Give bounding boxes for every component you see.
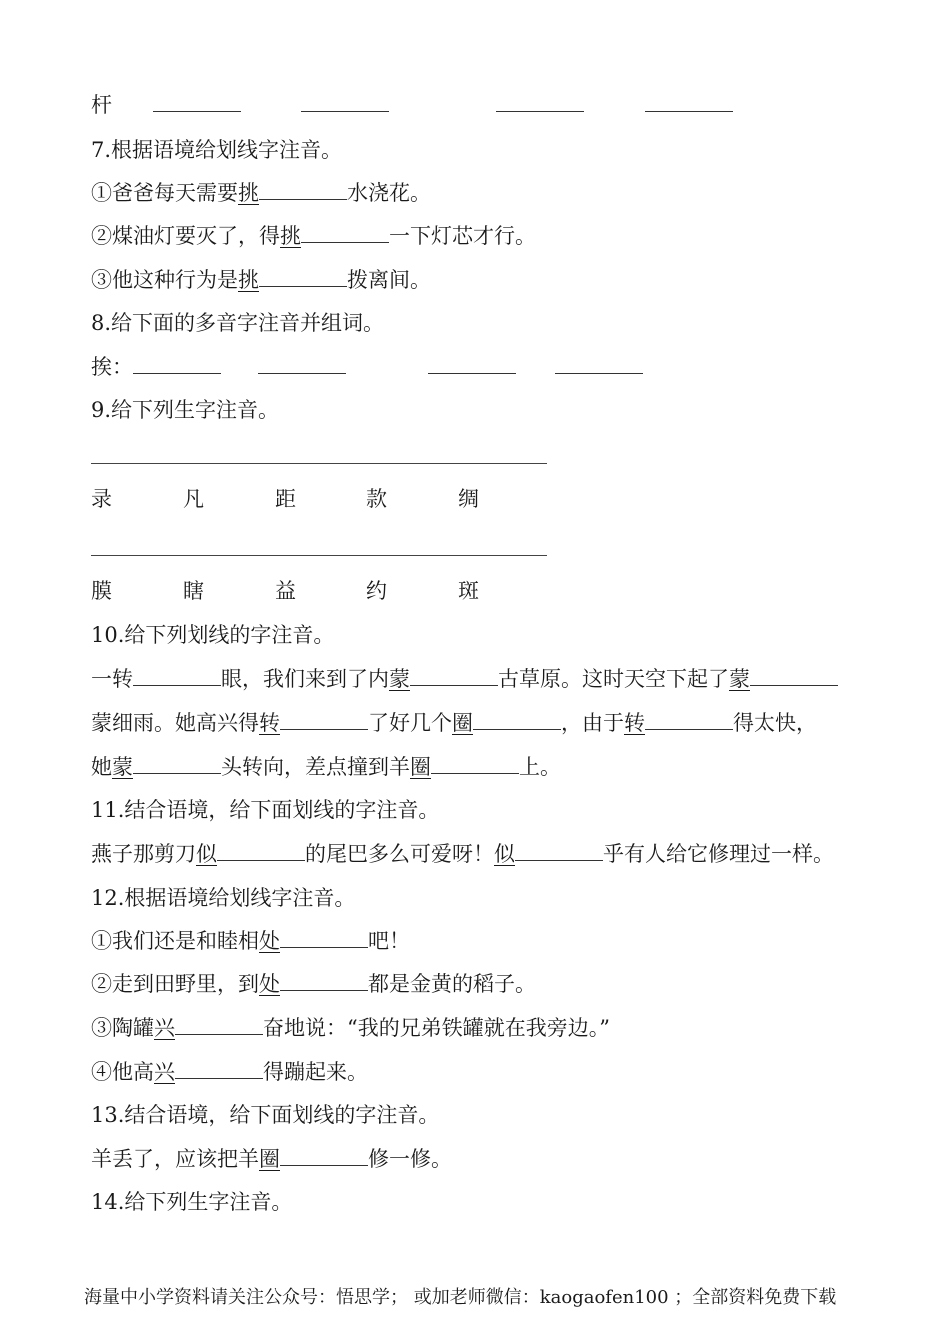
underlined-char: 兴 <box>154 1060 175 1084</box>
answer-blank[interactable] <box>133 753 221 774</box>
answer-blank[interactable] <box>258 353 346 374</box>
answer-blank[interactable] <box>431 753 519 774</box>
answer-blank[interactable] <box>153 91 241 112</box>
q11-line: 燕子那剪刀似 的尾巴多么可爱呀！似 乎有人给它修理过一样。 <box>91 842 834 866</box>
q12-item: ②走到田野里，到处 都是金黄的稻子。 <box>91 972 536 996</box>
underlined-char: 挑 <box>280 224 301 248</box>
answer-blank[interactable] <box>555 353 643 374</box>
footer-note: 海量中小学资料请关注公众号：悟思学； 或加老师微信：kaogaofen100 ；全部资料免费下载 <box>84 1287 837 1308</box>
pinyin-blank-line[interactable] <box>91 463 547 464</box>
answer-blank[interactable] <box>175 1058 263 1079</box>
char: 距 <box>275 487 296 511</box>
q8-row <box>91 352 643 382</box>
answer-blank[interactable] <box>301 222 389 243</box>
pinyin-blank-line[interactable] <box>91 555 547 556</box>
q12-item: ①我们还是和睦相处 吧！ <box>91 929 410 953</box>
underlined-char: 蒙 <box>112 755 133 779</box>
underlined-char: 圈 <box>410 755 431 779</box>
q7-item: ②煤油灯要灭了，得挑 一下灯芯才行。 <box>91 224 536 248</box>
answer-blank[interactable] <box>259 266 347 287</box>
top-row <box>91 90 733 120</box>
top-char: 杆 <box>91 93 112 117</box>
underlined-char: 处 <box>259 929 280 953</box>
char: 约 <box>366 579 387 603</box>
underlined-char: 蒙 <box>389 667 410 691</box>
q10-title: 10.给下列划线的字注音。 <box>91 623 335 647</box>
char: 益 <box>275 579 296 603</box>
char: 绸 <box>458 487 479 511</box>
answer-blank[interactable] <box>515 840 603 861</box>
char: 录 <box>91 487 112 511</box>
answer-blank[interactable] <box>175 1014 263 1035</box>
char: 凡 <box>183 487 204 511</box>
underlined-char: 挑 <box>238 181 259 205</box>
answer-blank[interactable] <box>280 709 368 730</box>
q12-title: 12.根据语境给划线字注音。 <box>91 886 356 910</box>
underlined-char: 处 <box>259 972 280 996</box>
q7-item: ①爸爸每天需要挑 水浇花。 <box>91 181 431 205</box>
underlined-char: 圈 <box>452 711 473 735</box>
q9-title: 9.给下列生字注音。 <box>91 398 280 422</box>
answer-blank[interactable] <box>496 91 584 112</box>
q13-line: 羊丢了，应该把羊圈 修一修。 <box>91 1147 452 1171</box>
underlined-char: 挑 <box>238 268 259 292</box>
q10-line: 蒙细雨。她高兴得转 了好几个圈 ，由于转 得太快， <box>91 711 817 735</box>
q10-line: 她蒙 头转向，差点撞到羊圈 上。 <box>91 755 561 779</box>
answer-blank[interactable] <box>280 927 368 948</box>
underlined-char: 似 <box>494 842 515 866</box>
underlined-char: 转 <box>624 711 645 735</box>
q14-title: 14.给下列生字注音。 <box>91 1190 293 1214</box>
answer-blank[interactable] <box>301 91 389 112</box>
underlined-char: 似 <box>196 842 217 866</box>
q8-title: 8.给下面的多音字注音并组词。 <box>91 311 385 335</box>
char: 瞎 <box>183 579 204 603</box>
underlined-char: 蒙 <box>729 667 750 691</box>
char: 斑 <box>458 579 479 603</box>
answer-blank[interactable] <box>133 353 221 374</box>
answer-blank[interactable] <box>217 840 305 861</box>
q12-item: ④他高兴 得蹦起来。 <box>91 1060 368 1084</box>
underlined-char: 转 <box>259 711 280 735</box>
answer-blank[interactable] <box>645 709 733 730</box>
answer-blank[interactable] <box>259 179 347 200</box>
answer-blank[interactable] <box>750 665 838 686</box>
q7-title: 7.根据语境给划线字注音。 <box>91 138 343 162</box>
answer-blank[interactable] <box>645 91 733 112</box>
q12-item: ③陶罐兴 奋地说：“我的兄弟铁罐就在我旁边。” <box>91 1016 610 1040</box>
answer-blank[interactable] <box>280 970 368 991</box>
q13-title: 13.结合语境，给下面划线的字注音。 <box>91 1103 440 1127</box>
q10-line: 一转 眼，我们来到了内蒙 古草原。这时天空下起了蒙 <box>91 664 838 694</box>
underlined-char: 兴 <box>154 1016 175 1040</box>
answer-blank[interactable] <box>428 353 516 374</box>
q11-title: 11.结合语境，给下面划线的字注音。 <box>91 798 440 822</box>
q7-item: ③他这种行为是挑 拨离间。 <box>91 268 431 292</box>
answer-blank[interactable] <box>473 709 561 730</box>
q8-label: 挨： <box>91 355 133 379</box>
answer-blank[interactable] <box>133 665 221 686</box>
answer-blank[interactable] <box>280 1145 368 1166</box>
underlined-char: 圈 <box>259 1147 280 1171</box>
answer-blank[interactable] <box>410 665 498 686</box>
char: 膜 <box>91 579 112 603</box>
char: 款 <box>366 487 387 511</box>
